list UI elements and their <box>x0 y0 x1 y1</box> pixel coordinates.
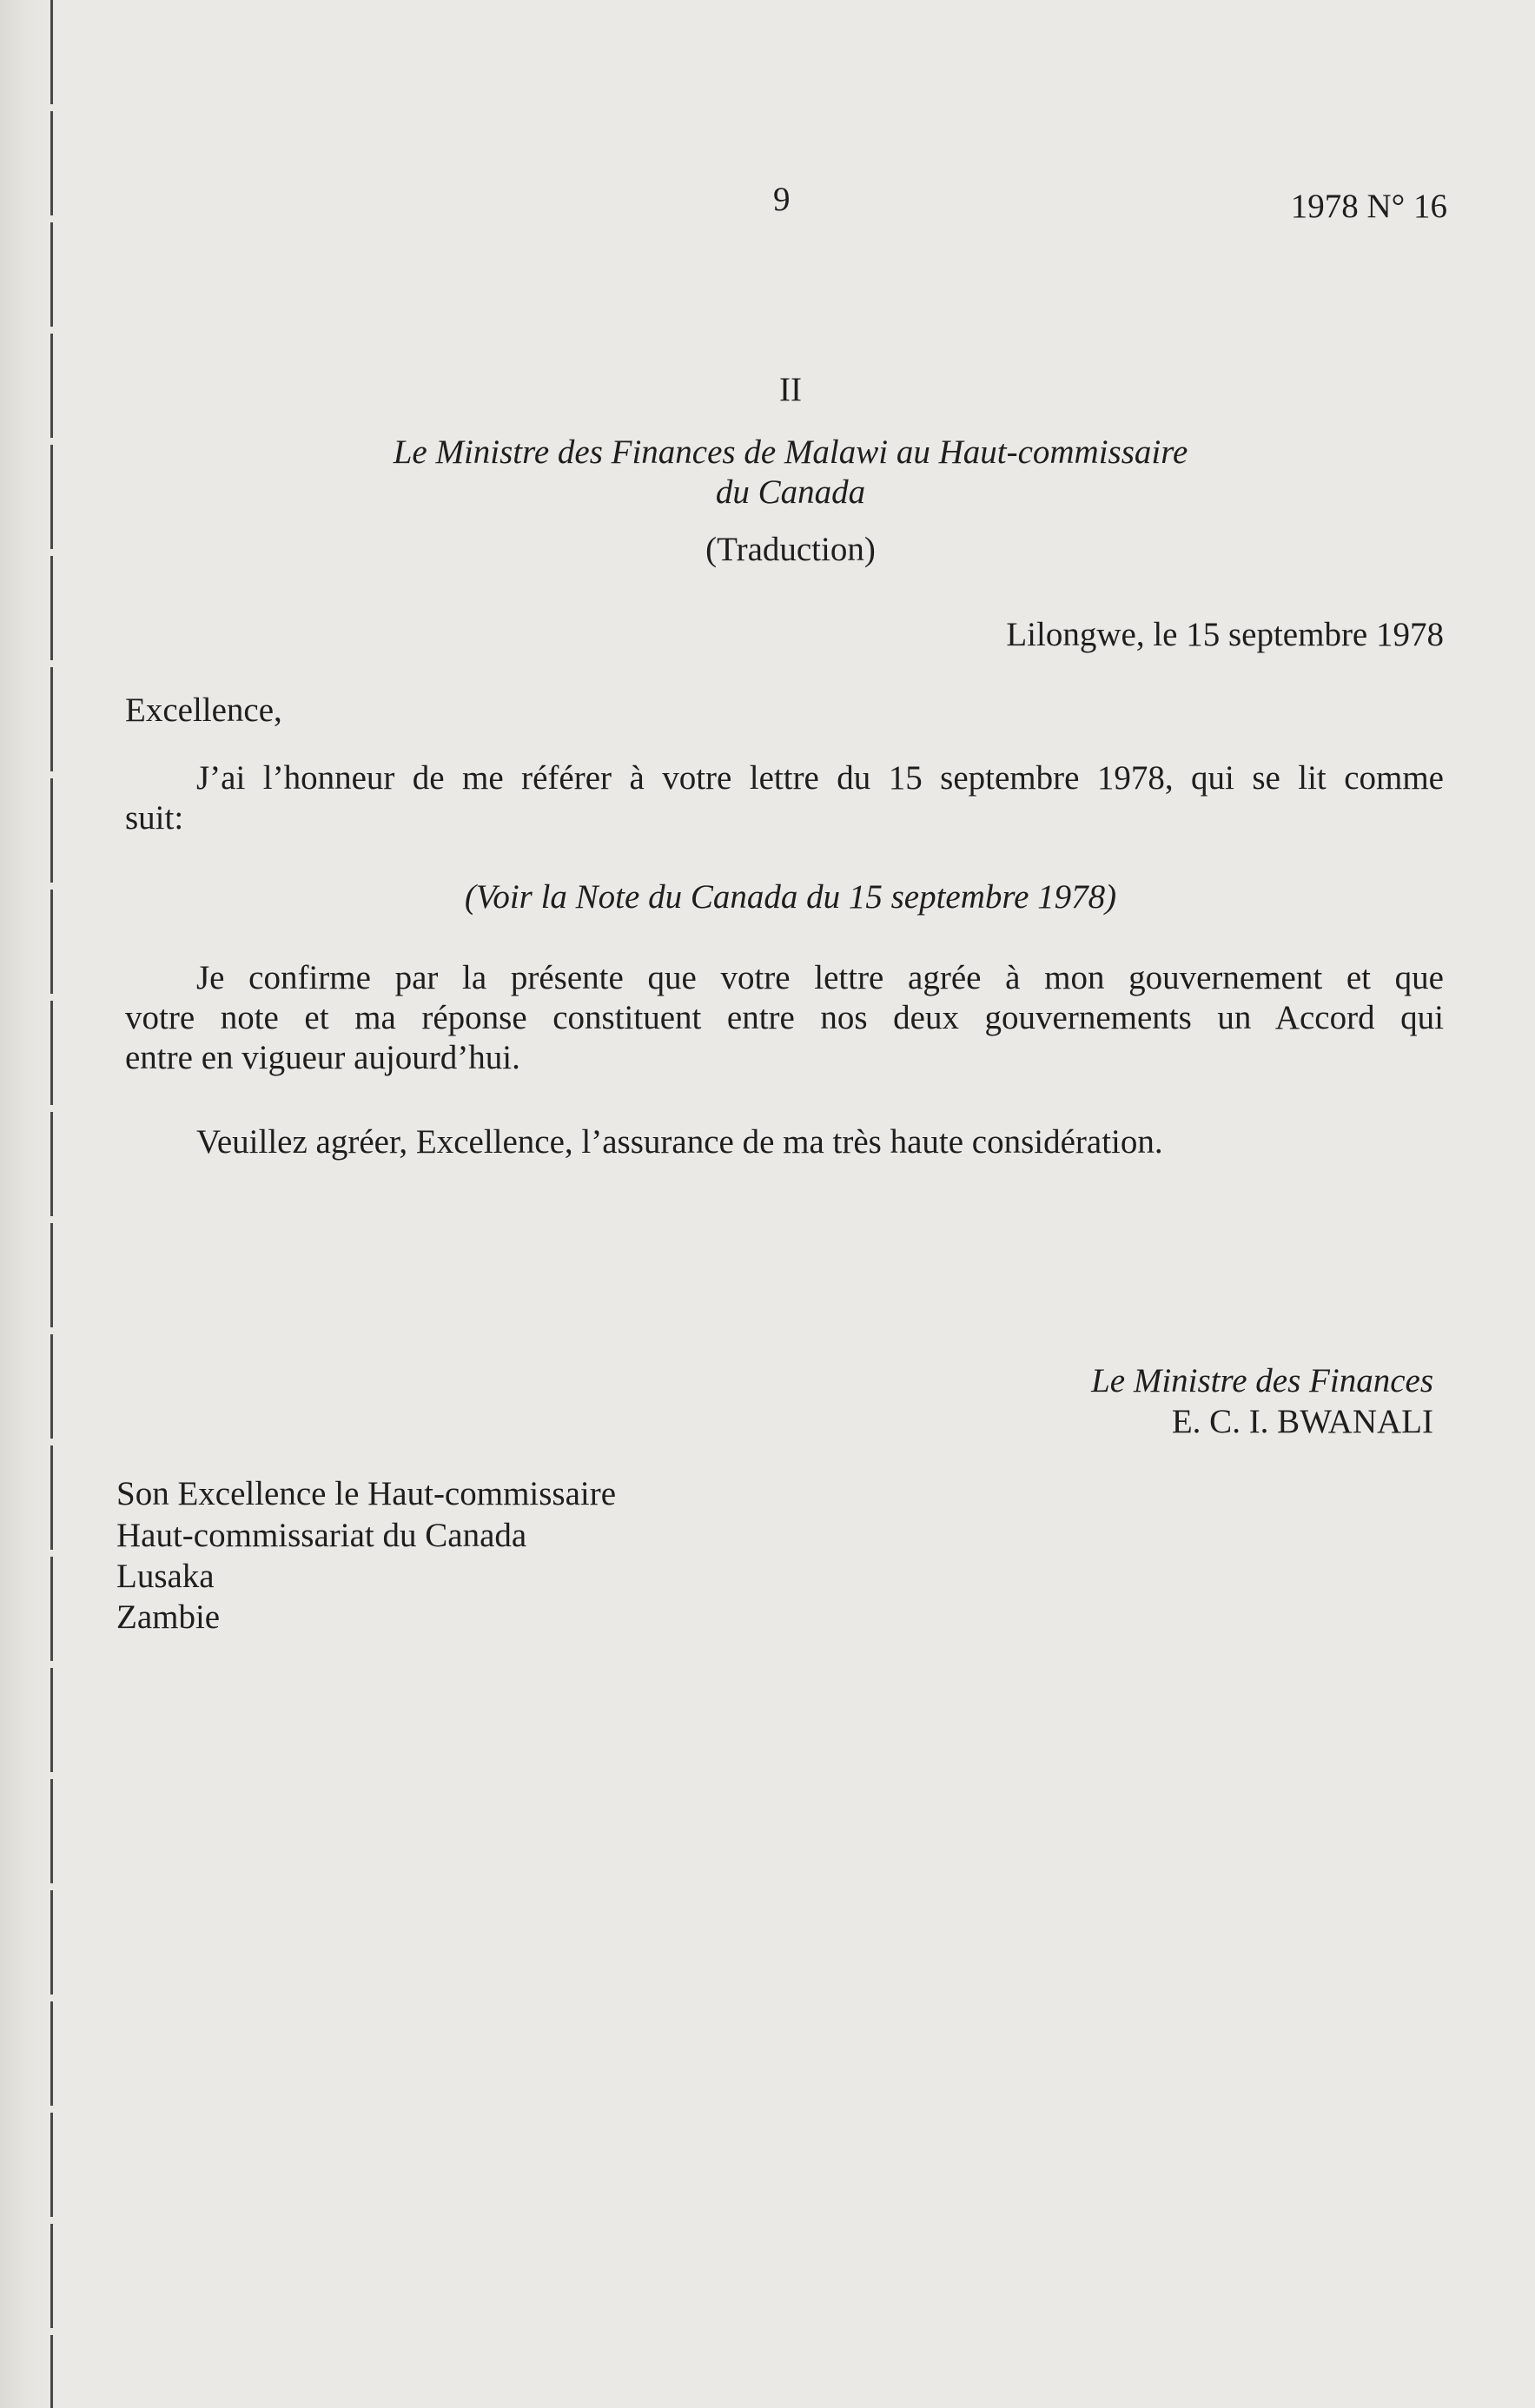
translation-note: (Traduction) <box>705 531 876 568</box>
document-reference: 1978 N° 16 <box>1290 188 1447 225</box>
paragraph2-line3: entre en vigueur aujourd’hui. <box>125 1039 520 1076</box>
salutation: Excellence, <box>125 691 282 729</box>
paragraph1-line2: suit: <box>125 799 184 837</box>
recipient-line2: Haut-commissariat du Canada <box>116 1517 527 1554</box>
recipient-line4: Zambie <box>116 1598 221 1636</box>
paragraph2-line2: votre note et ma réponse constituent entre nos deux gouvernements un Accord qui <box>125 999 1444 1036</box>
paragraph1-line1: J’ai l’honneur de me référer à votre lettre du 15 septembre 1978, qui se lit comme <box>196 759 1444 797</box>
place-date: Lilongwe, le 15 septembre 1978 <box>1006 616 1444 653</box>
section-heading-line2: du Canada <box>715 473 866 511</box>
section-numeral: II <box>779 371 802 408</box>
binding-line <box>50 0 53 2408</box>
closing-formula: Veuillez agréer, Excellence, l’assurance de ma très haute considération. <box>196 1123 1163 1161</box>
reference-note: (Voir la Note du Canada du 15 septembre 1978) <box>464 878 1117 916</box>
page-number: 9 <box>773 181 791 218</box>
recipient-line3: Lusaka <box>116 1558 215 1595</box>
signatory-title: Le Ministre des Finances <box>1091 1362 1433 1399</box>
paragraph2-line1: Je confirme par la présente que votre lettre agrée à mon gouvernement et que <box>196 959 1444 996</box>
recipient-line1: Son Excellence le Haut-commissaire <box>116 1475 617 1512</box>
section-heading-line1: Le Ministre des Finances de Malawi au Haut-commissaire <box>393 433 1188 471</box>
binding-edge <box>0 0 57 2408</box>
signatory-name: E. C. I. BWANALI <box>1171 1403 1433 1440</box>
